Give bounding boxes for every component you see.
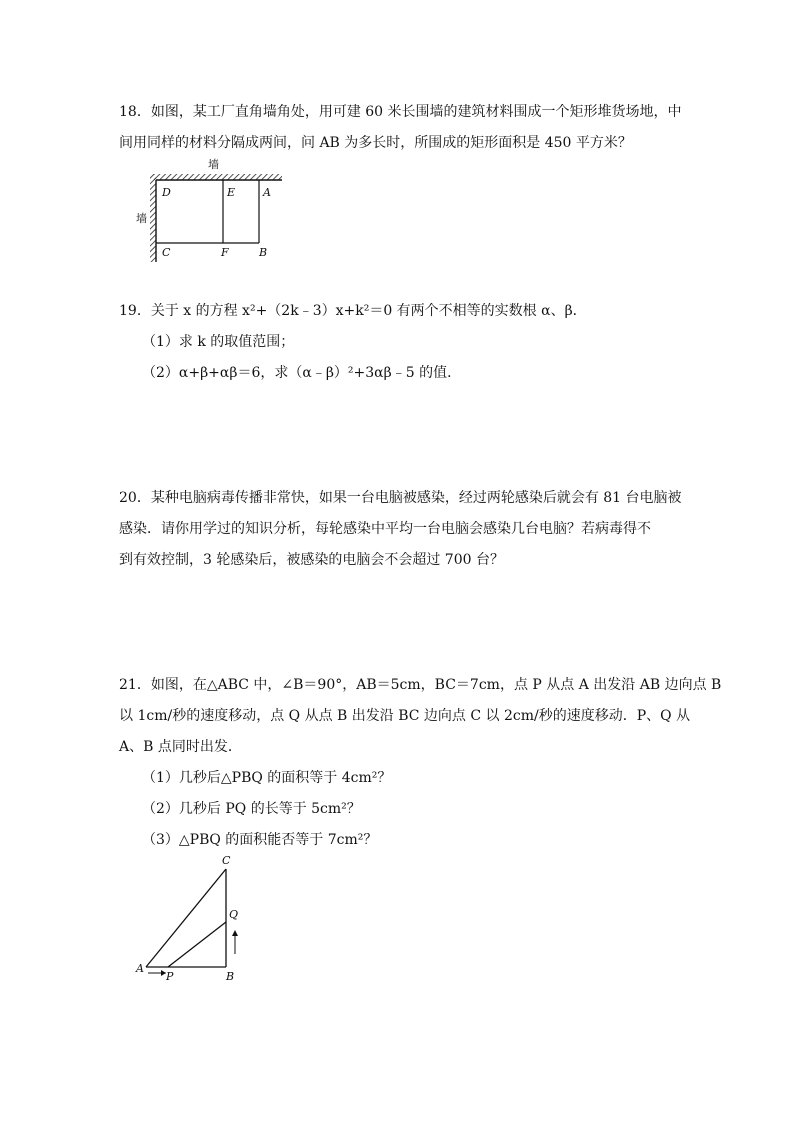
point-b-label: B [226,970,235,982]
q19-line-1: 19．关于 x 的方程 x²+（2k﹣3）x+k²＝0 有两个不相等的实数根 α、β． [119,303,587,319]
q21-part-3: （3）△PBQ 的面积能否等于 7cm²？ [142,832,378,848]
q21-line-1: 21．如图，在△ABC 中，∠B＝90°，AB＝5cm，BC＝7cm，点 P 从点 A 出发沿 AB 边向点 B [119,677,722,693]
left-wall-hatch [150,174,156,262]
top-wall-hatch [154,174,282,180]
point-c-label: C [222,854,231,867]
point-d-label: D [162,186,171,199]
q21-part-1: （1）几秒后△PBQ 的面积等于 4cm²？ [142,770,392,786]
q21-figure [132,852,252,982]
q20-line-1: 20．某种电脑病毒传播非常快，如果一台电脑被感染，经过两轮感染后就会有 81 台电脑被 [119,490,682,506]
wall-top-label: 墙 [208,158,219,171]
point-f-label: F [221,246,229,259]
point-e-label: E [227,186,236,199]
q21-part-2: （2）几秒后 PQ 的长等于 5cm²？ [142,801,361,817]
q19-part-2: （2）α+β+αβ＝6，求（α﹣β）²+3αβ﹣5 的值． [142,365,462,381]
wall-left-label: 墙 [136,212,147,225]
q18-figure [132,156,292,264]
q21-line-2: 以 1cm/秒的速度移动，点 Q 从点 B 出发沿 BC 边向点 C 以 2cm/秒的速度移动．P、Q 从 [119,708,691,724]
q21-line-3: A、B 点同时出发． [119,739,242,755]
point-a-label: A [263,186,271,199]
point-q-label: Q [229,908,239,921]
q18-line-2: 间用同样的材料分隔成两间，问 AB 为多长时，所围成的矩形面积是 450 平方米？ [119,135,632,151]
q18-line-1: 18．如图，某工厂直角墙角处，用可建 60 米长围墙的建筑材料围成一个矩形堆货场地，中 [119,104,682,120]
point-a-label: A [136,962,144,975]
point-p-label: P [166,970,174,982]
point-b-label: B [259,246,268,259]
q20-line-3: 到有效控制，3 轮感染后，被感染的电脑会不会超过 700 台？ [119,552,504,568]
q20-line-2: 感染．请你用学过的知识分析，每轮感染中平均一台电脑会感染几台电脑？若病毒得不 [119,521,651,537]
q-arrow-icon [232,930,238,936]
point-c-label: C [162,246,171,259]
q19-part-1: （1）求 k 的取值范围； [142,334,295,350]
